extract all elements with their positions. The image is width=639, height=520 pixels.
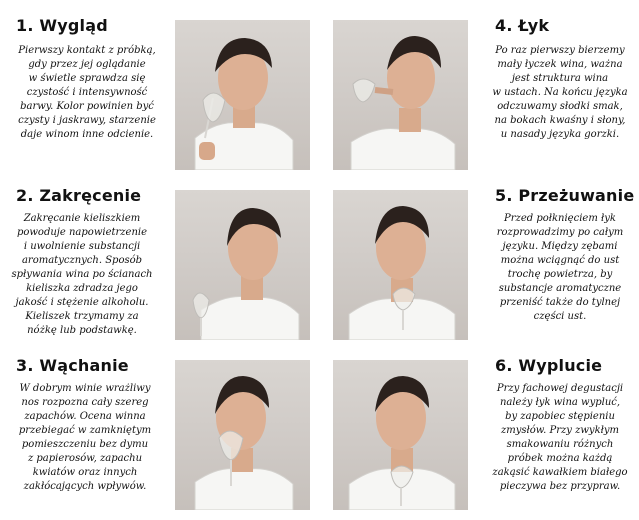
- text-line: kieliszka zdradza jego: [26, 283, 138, 294]
- text-line: czysty i jaskrawy, starzenie: [18, 115, 156, 126]
- text-line: Przed połknięciem łyk: [504, 213, 616, 224]
- text-line: Przy fachowej degustacji: [496, 383, 624, 394]
- text-line: nos rozpozna cały szereg: [21, 397, 149, 408]
- text-line: aromatycznych. Sposób: [21, 255, 143, 266]
- step-4-title: 4. Łyk: [495, 16, 550, 35]
- step-3-title: 3. Wąchanie: [16, 356, 129, 375]
- text-line: u nasady języka gorzki.: [500, 129, 620, 140]
- step-2-title: 2. Zakręcenie: [16, 186, 142, 205]
- text-line: odczuwamy słodki smak,: [497, 101, 623, 112]
- text-line: pomieszczeniu bez dymu: [21, 439, 149, 450]
- man-smelling-wine-icon: [175, 360, 310, 510]
- text-line: rozprowadzimy po całym: [496, 227, 624, 238]
- step-5-title: [495, 186, 634, 205]
- man-spitting-wine-icon: [333, 360, 468, 510]
- text-line: zmysłów. Przy zwykłym: [500, 425, 620, 436]
- text-line: w ustach. Na końcu języka: [492, 87, 628, 98]
- text-line: smakowaniu różnych: [506, 439, 614, 450]
- man-holding-wine-glass-icon: [175, 20, 310, 170]
- step-2-description: [7, 212, 157, 338]
- text-line: Pierwszy kontakt z próbką,: [18, 45, 156, 56]
- text-line: powoduje napowietrzenie: [16, 227, 148, 238]
- text-line: pieczywa bez przypraw.: [499, 481, 621, 492]
- man-chewing-wine-icon: [333, 190, 468, 340]
- text-line: zakłócających wpływów.: [23, 481, 147, 492]
- text-line: języku. Między zębami: [502, 241, 618, 252]
- man-swirling-wine-glass-icon: [175, 190, 310, 340]
- step-6-title: 6. Wyplucie: [495, 356, 603, 375]
- text-line: próbek można każdą: [507, 453, 613, 464]
- step-6-description: [491, 382, 629, 494]
- text-line: czystość i intensywność: [26, 87, 148, 98]
- text-line: Po raz pierwszy bierzemy: [495, 45, 625, 56]
- text-line: przeniść także do tylnej: [499, 297, 621, 308]
- step-1-title: 1. Wygląd: [16, 16, 108, 35]
- step-4-description: [491, 44, 629, 142]
- text-line: na bokach kwaśny i słony,: [494, 115, 626, 126]
- text-line: by zapobiec stępieniu: [505, 411, 615, 422]
- text-line: trochę powietrza, by: [507, 269, 613, 280]
- step-1-description: [12, 44, 162, 142]
- step-5-title-text: 5. Przeżuwanie: [495, 186, 635, 205]
- text-line: można wciągnąć do ust: [500, 255, 620, 266]
- text-line: jest struktura wina: [511, 73, 609, 84]
- text-line: zakąsić kawałkiem białego: [492, 467, 628, 478]
- man-sipping-wine-icon: [333, 20, 468, 170]
- text-line: kwiatów oraz innych: [32, 467, 138, 478]
- step-5-description: [491, 212, 629, 324]
- text-line: Zakręcanie kieliszkiem: [23, 213, 141, 224]
- text-line: barwy. Kolor powinien być: [20, 101, 154, 112]
- text-line: mały łyczek wina, ważna: [497, 59, 623, 70]
- text-line: w świetle sprawdza się: [28, 73, 146, 84]
- text-line: spływania wina po ścianach: [11, 269, 153, 280]
- text-line: z papierosów, zapachu: [27, 453, 143, 464]
- text-line: przebiegać w zamkniętym: [18, 425, 152, 436]
- text-line: gdy przez jej oglądanie: [28, 59, 146, 70]
- text-line: daje winom inne odcienie.: [20, 129, 154, 140]
- text-line: W dobrym winie wrażliwy: [19, 383, 151, 394]
- text-line: jakość i stężenie alkoholu.: [15, 297, 149, 308]
- text-line: nóżkę lub podstawkę.: [27, 325, 137, 336]
- step-3-description: [10, 382, 160, 494]
- text-line: części ust.: [533, 311, 587, 322]
- text-line: należy łyk wina wypluć,: [499, 397, 621, 408]
- text-line: Kieliszek trzymamy za: [25, 311, 139, 322]
- text-line: zapachów. Ocena winna: [24, 411, 146, 422]
- text-line: substancje aromatyczne: [498, 283, 622, 294]
- text-line: i uwolnienie substancji: [23, 241, 141, 252]
